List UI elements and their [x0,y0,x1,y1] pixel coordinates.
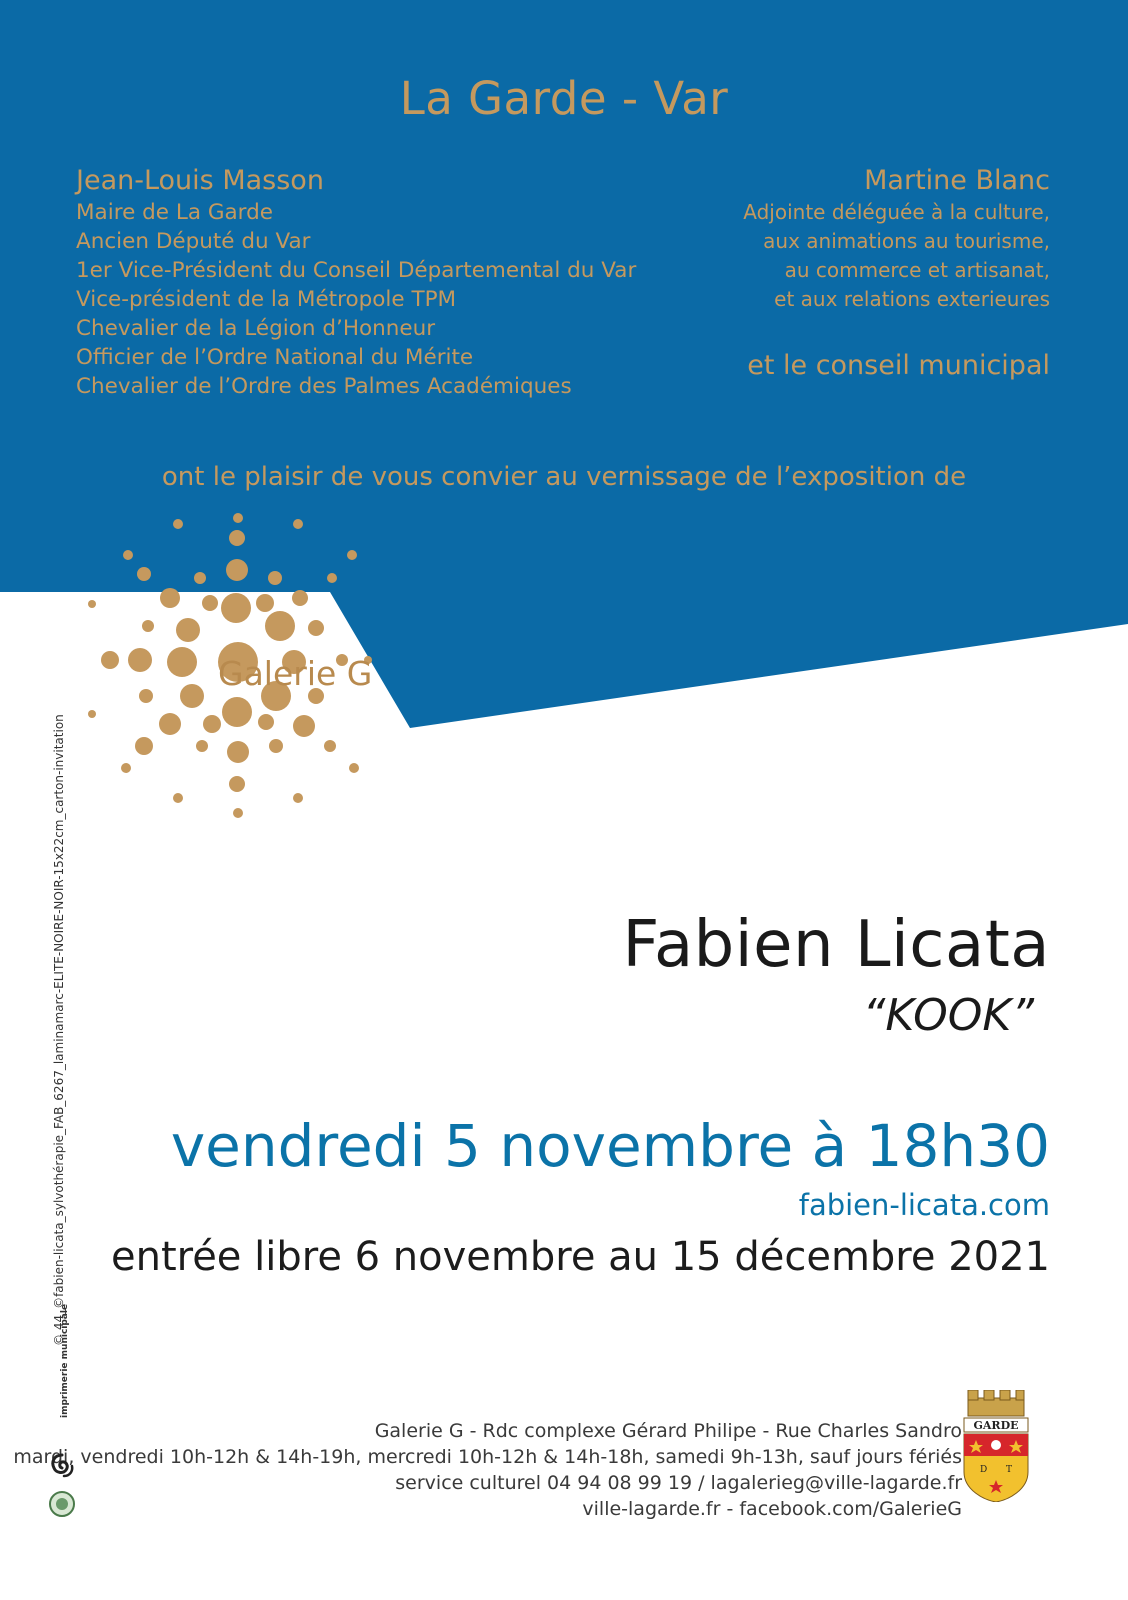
host-left-title: Ancien Député du Var [76,229,311,254]
crest-label: GARDE [973,1419,1019,1432]
host-left-name: Jean-Louis Masson [76,165,324,196]
opening-date: vendredi 5 novembre à 18h30 [170,1112,1050,1180]
footer-hours: mardi, vendredi 10h-12h & 14h-19h, mercredi 10h-12h & 14h-18h, samedi 9h-13h, sauf jours fériés [13,1446,962,1468]
host-left-title: 1er Vice-Président du Conseil Départemental du Var [76,258,637,283]
host-right-title: et aux relations exterieures [774,287,1050,311]
imprimerie-swirl-logo-icon [48,1452,76,1480]
crest-letter-d: D [980,1465,988,1475]
council-line: et le conseil municipal [747,350,1050,381]
host-left-title: Vice-président de la Métropole TPM [76,287,457,312]
host-left-title: Chevalier de l’Ordre des Palmes Académiques [76,374,572,399]
la-garde-coat-of-arms-icon [960,1390,1032,1502]
crest-letter-t: T [1006,1465,1013,1475]
host-right-title: aux animations au tourisme, [763,229,1050,253]
footer-address: Galerie G - Rdc complexe Gérard Philipe - Rue Charles Sandro [374,1420,962,1442]
host-left-title: Maire de La Garde [76,200,273,225]
galerie-g-logo-text: Galerie G [218,654,373,693]
host-right-title: Adjointe déléguée à la culture, [743,200,1050,224]
invitation-text: ont le plaisir de vous convier au vernissage de l’exposition de [161,462,967,492]
host-left-title: Officier de l’Ordre National du Mérite [76,345,474,370]
footer-links: ville-lagarde.fr - facebook.com/GalerieG [582,1498,962,1520]
page-title: La Garde - Var [399,72,729,125]
print-reference: © 44_©fabien-licata_sylvothérapie_FAB_6267_laminamarc-ELITE-NOIRE-NOIR-15x22cm_carton-invitation [52,714,66,1346]
exhibition-dates: entrée libre 6 novembre au 15 décembre 2021 [110,1234,1050,1280]
host-right-name: Martine Blanc [864,165,1050,196]
host-right-title: au commerce et artisanat, [784,258,1050,282]
host-right [743,164,1050,314]
footer-contact: service culturel 04 94 08 99 19 / lagalerieg@ville-lagarde.fr [395,1472,962,1494]
ecolabel-logo-icon [48,1490,76,1518]
artist-website: fabien-licata.com [798,1188,1050,1222]
printer-credit: imprimerie municipale [60,1303,70,1418]
host-left [76,164,636,401]
artist-name: Fabien Licata [622,908,1050,982]
host-left-title: Chevalier de la Légion d’Honneur [76,316,436,341]
footer-info [13,1418,962,1522]
exhibition-title: “KOOK” [862,990,1034,1041]
